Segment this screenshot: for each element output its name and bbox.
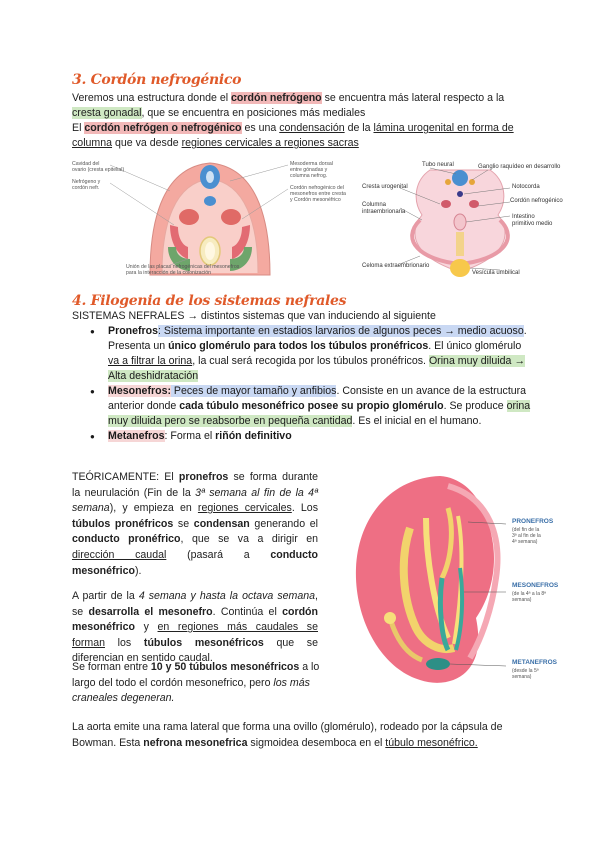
label-mesonefros-sub: (de la 4ª a la 8ª <box>512 591 546 597</box>
fig2-label: Tubo neural <box>422 162 454 168</box>
label-pronefros-sub: (del fin de la <box>512 527 540 533</box>
paragraph-aorta: La aorta emite una rama lateral que forma una ovillo (glomérulo), rodeado por la cápsula de Bowman. Esta nefrona mesonefrica sigmoidea desemboca en el túbulo mesonéfrico. <box>72 721 503 749</box>
embryo-nephric-illustration <box>330 468 560 690</box>
nephral-systems-list <box>90 324 535 444</box>
fig1-label: cordón nefr. <box>72 185 100 191</box>
label-pronefros: PRONEFROS <box>512 518 554 525</box>
s4-intro: SISTEMAS NEFRALES → distintos sistemas que van induciendo al siguiente <box>72 310 436 322</box>
fig2-label: Intestino <box>512 214 535 220</box>
label-metanefros: METANEFROS <box>512 659 558 666</box>
list-item-pronefros: ● Pronefros: Sistema importante en estadios larvarios de algunos peces → medio acuoso. Presenta un único glomérulo para todos los túbulos pronéfricos. El único glomérulo va a filtrar la orina, la cual será recogida por los túbulos pronéfricos. Orina muy diluida → Alta deshidratación <box>90 324 535 384</box>
fig1-label: Cordón nefrogénico del <box>290 185 344 191</box>
fig1-label: y Cordón mesonéfrico <box>290 197 341 203</box>
fig1-label: Nefrógeno y <box>72 179 101 185</box>
label-metanefros-sub: semana) <box>512 674 532 680</box>
label-metanefros-sub: (desde la 5ª <box>512 668 539 674</box>
paragraph-mesonefros: A partir de la 4 semana y hasta la octava semana, se desarrolla el mesonefro. Continúa el cordón mesonéfrico y en regiones más caudales se forman los túbulos mesonéfricos que se diferencian en sentido caudal. <box>72 590 318 665</box>
figure-nephric-systems <box>330 468 560 690</box>
fig1-label: mesonefros entre cresta <box>290 191 346 197</box>
s3-line-3: El cordón nefrógen o nefrogénico es una condensación de la lámina urogenital en forma de <box>72 122 514 134</box>
fig2-label: intraembrionaria <box>362 209 406 215</box>
fig1-label: para la interacción de la colonización <box>126 270 212 276</box>
figure-nephrogenic-cord-section <box>70 155 365 280</box>
section-4-title: 4. Filogenia de los sistemas nefrales <box>72 293 347 309</box>
fig1-label: ovario (cresta epitelial) <box>72 167 125 173</box>
fig2-label: Cordón nefrogénico <box>510 198 563 204</box>
s3-line-1: Veremos una estructura donde el cordón nefrógeno se encuentra más lateral respecto a la <box>72 92 505 104</box>
fig2-label: Notocorda <box>512 184 540 190</box>
fig2-label: Columna <box>362 202 387 208</box>
figure-embryo-transverse <box>360 160 563 280</box>
list-item-mesonefros: ● Mesonefros: Peces de mayor tamaño y anfibios. Consiste en un avance de la estructura anterior donde cada túbulo mesonéfrico posee su propio glomérulo. Se produce orina muy diluida pero se reabsorbe en pequeña cantidad. Es el inicial en el humano. <box>90 384 535 429</box>
label-mesonefros-sub: semana) <box>512 597 532 603</box>
fig2-label: Celoma extraembrionario <box>362 263 430 269</box>
fig2-label: Ganglio raquídeo en desarrollo <box>478 164 561 170</box>
s3-line-4: columna que va desde regiones cervicales a regiones sacras <box>72 137 359 149</box>
s3-line-2: cresta gonadal, que se encuentra en posiciones más mediales <box>72 107 366 119</box>
fig1-label: Unión de las placas nefrogénicas del mesonefros <box>126 264 240 270</box>
label-mesonefros: MESONEFROS <box>512 582 559 589</box>
section-3-title: 3. Cordón nefrogénico <box>72 72 242 88</box>
paragraph-tubulos: Se forman entre 10 y 50 túbulos mesonéfricos a lo largo del todo el cordón mesonefrico, pero los más craneales degeneran. <box>72 661 320 705</box>
fig1-label: Mesoderma dorsal <box>290 161 333 167</box>
fig1-label: columna nefrog. <box>290 173 328 179</box>
fig2-label: Cresta urogenital <box>362 184 408 190</box>
label-pronefros-sub: 4ª semana) <box>512 539 538 545</box>
fig2-label: Vesícula umbilical <box>472 270 520 276</box>
fig1-label: Cavidad del <box>72 161 100 167</box>
label-pronefros-sub: 3ª al fin de la <box>512 533 541 539</box>
paragraph-pronefros: TEÓRICAMENTE: El pronefros se forma durante la neurulación (Fin de la 3ª semana al fin de la 4ª semana), y empieza en regiones cervicales. Los túbulos pronéfricos se condensan generando el conducto pronéfrico, que se va a dirigir en dirección caudal (pasará a conducto mesonéfrico). <box>72 471 319 577</box>
fig2-label: primitivo medio <box>512 221 553 227</box>
list-item-metanefros: ● Metanefros: Forma el riñón definitivo <box>90 429 535 444</box>
fig1-label: entre gónadas y <box>290 167 328 173</box>
